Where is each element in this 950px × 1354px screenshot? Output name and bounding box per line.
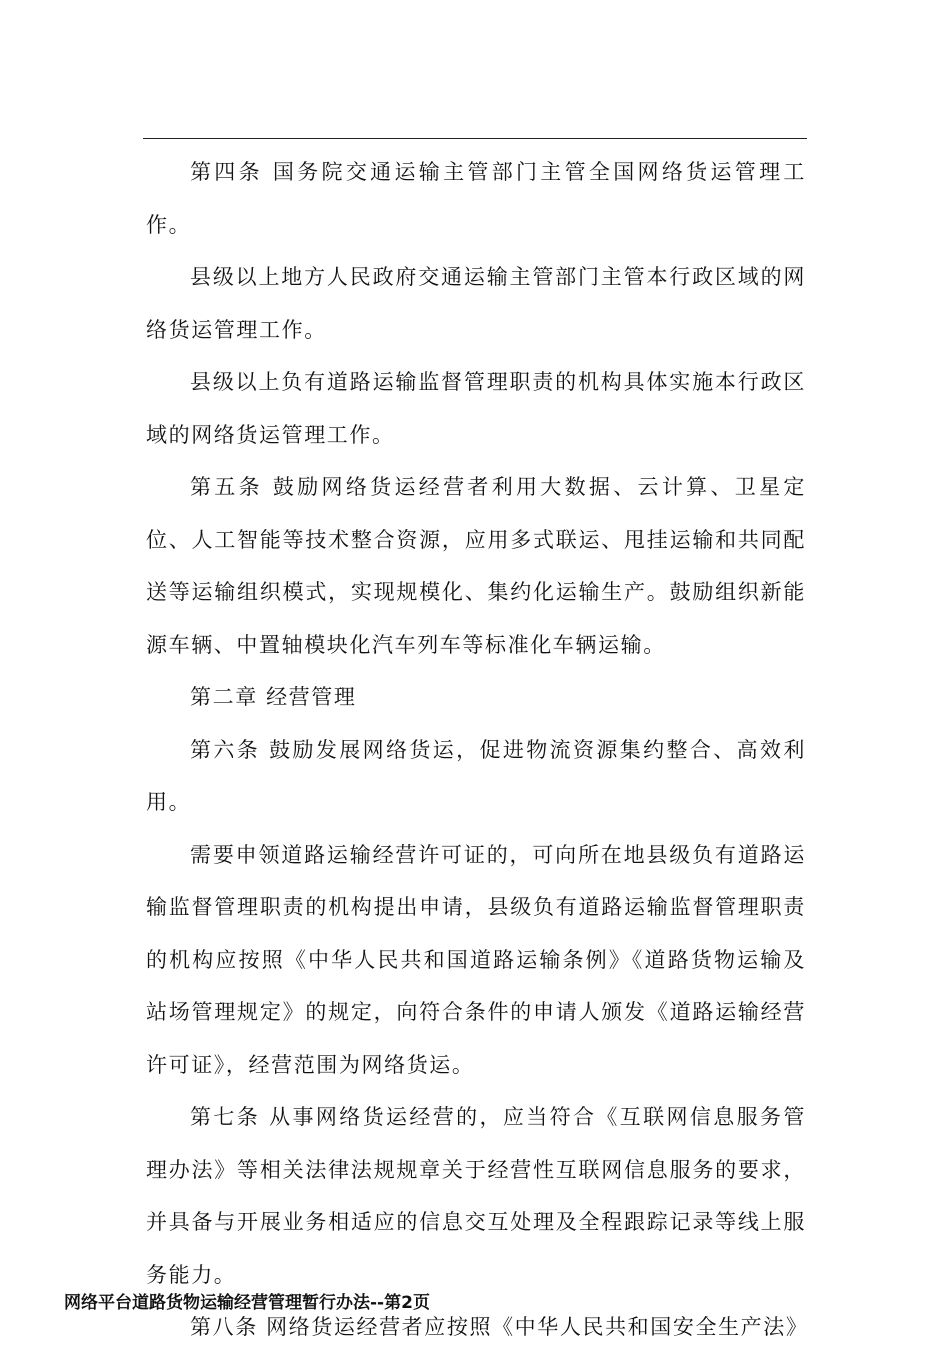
article-4-para-2: 县级以上地方人民政府交通运输主管部门主管本行政区域的网络货运管理工作。 (146, 265, 806, 342)
document-body (146, 146, 809, 1354)
article-6: 第六条 鼓励发展网络货运，促进物流资源集约整合、高效利用。 (146, 737, 806, 814)
chapter-2-heading: 第二章 经营管理 (190, 685, 357, 709)
article-8: 第八条 网络货运经营者应按照《中华人民共和国安全生产法》 (190, 1315, 809, 1339)
article-6-para-2: 需要申领道路运输经营许可证的，可向所在地县级负有道路运输监督管理职责的机构提出申请，县级负有道路运输监督管理职责的机构应按照《中华人民共和国道路运输条例》《道路货物运输及站场管理规定》的规定，向符合条件的申请人颁发《道路运输经营许可证》，经营范围为网络货运。 (146, 842, 806, 1077)
header-rule (143, 138, 807, 139)
article-7: 第七条 从事网络货运经营的，应当符合《互联网信息服务管理办法》等相关法律法规规章关于经营性互联网信息服务的要求，并具备与开展业务相适应的信息交互处理及全程跟踪记录等线上服务能力。 (146, 1105, 806, 1287)
article-5: 第五条 鼓励网络货运经营者利用大数据、云计算、卫星定位、人工智能等技术整合资源，应用多式联运、甩挂运输和共同配送等运输组织模式，实现规模化、集约化运输生产。鼓励组织新能源车辆、中置轴模块化汽车列车等标准化车辆运输。 (146, 475, 806, 657)
article-4-para-3: 县级以上负有道路运输监督管理职责的机构具体实施本行政区域的网络货运管理工作。 (146, 370, 806, 447)
page-footer: 网络平台道路货物运输经营管理暂行办法--第2页 (64, 1293, 430, 1313)
article-4: 第四条 国务院交通运输主管部门主管全国网络货运管理工作。 (146, 160, 806, 237)
